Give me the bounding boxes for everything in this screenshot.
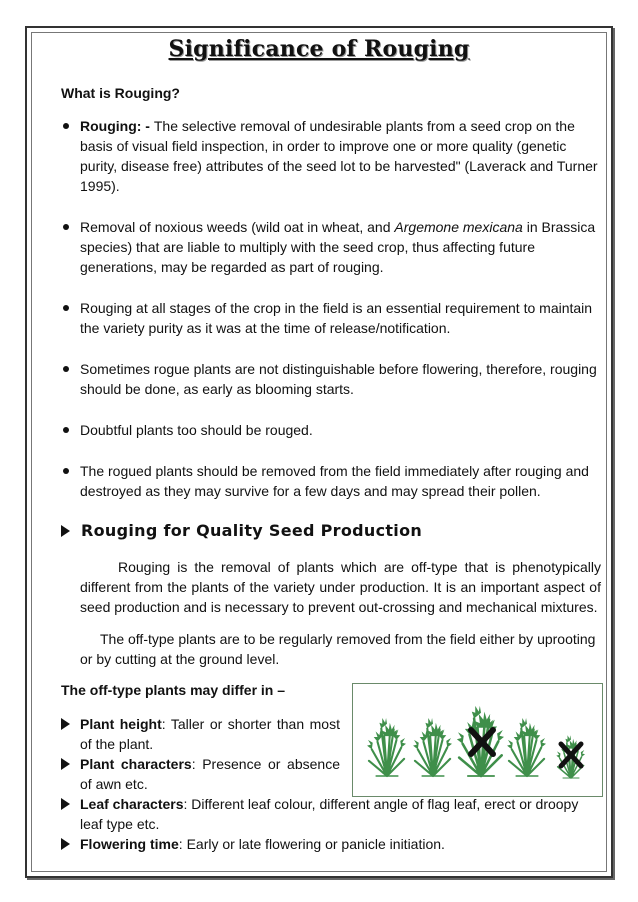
differ-list — [61, 714, 601, 854]
differ-heading: The off-type plants may differ in – — [61, 682, 286, 698]
bullet-text: Sometimes rogue plants are not distinguishable before flowering, therefore, rouging should be done, as early as blooming starts. — [80, 361, 597, 397]
question-heading: What is Rouging? — [61, 85, 180, 101]
bullet-icon — [63, 427, 69, 433]
differ-label: Plant characters — [80, 756, 192, 772]
rouging-bullet-list — [61, 116, 601, 522]
differ-item — [61, 794, 601, 834]
bullet-text-post: in Brassica species) that are liable to multiply with the seed crop, thus affecting future generations, may be regarded as part of rouging. — [80, 219, 596, 275]
differ-label: Leaf characters — [80, 796, 184, 812]
differ-item — [61, 754, 340, 794]
page-title: Significance of Rouging — [168, 36, 470, 62]
arrow-bullet-icon — [61, 798, 70, 810]
section-heading — [61, 521, 422, 540]
section-heading-text: Rouging for Quality Seed Production — [81, 521, 423, 540]
differ-text: : Presence or absence of awn etc. — [80, 756, 340, 792]
bullet-item — [61, 116, 601, 196]
bullet-text: The selective removal of undesirable plants from a seed crop on the basis of visual field inspection, in order to improve one or more quality (genetic purity, disease free) attributes of the seed lot to be harvested" (Laverack and Turner 1995). — [80, 118, 598, 194]
differ-label: Flowering time — [80, 836, 179, 852]
bullet-item — [61, 461, 601, 501]
differ-text: : Taller or shorter than most of the plant. — [80, 716, 340, 752]
differ-text: : Different leaf colour, different angle of flag leaf, erect or droopy leaf type etc. — [80, 796, 579, 832]
differ-text: : Early or late flowering or panicle initiation. — [178, 836, 445, 852]
bullet-text: Rouging at all stages of the crop in the field is an essential requirement to maintain the variety purity as it was at the time of release/notification. — [80, 300, 593, 336]
arrow-bullet-icon — [61, 838, 70, 850]
bullet-item — [61, 298, 601, 338]
bullet-item — [61, 359, 601, 399]
differ-item — [61, 714, 340, 754]
bullet-icon — [63, 224, 69, 230]
arrow-bullet-icon — [61, 718, 70, 730]
differ-item — [61, 834, 601, 854]
bullet-icon — [63, 123, 69, 129]
arrow-bullet-icon — [61, 758, 70, 770]
bullet-icon — [63, 366, 69, 372]
bullet-bold-label: Rouging: - — [80, 118, 154, 134]
rouging-paragraph: Rouging is the removal of plants which are off-type that is phenotypically different from the plants of the variety under production. It is an important aspect of seed production and is necessary to prevent out-crossing and mechanical mixtures. — [80, 559, 601, 615]
bullet-icon — [63, 305, 69, 311]
bullet-icon — [63, 468, 69, 474]
arrow-bullet-icon — [61, 525, 70, 537]
bullet-text: The rogued plants should be removed from the field immediately after rouging and destroyed as they may survive for a few days and may spread their pollen. — [80, 463, 589, 499]
bullet-text: Doubtful plants too should be rouged. — [80, 422, 313, 438]
bullet-item — [61, 217, 601, 277]
bullet-text-pre: Removal of noxious weeds (wild oat in wheat, and — [80, 219, 395, 235]
bullet-italic-species: Argemone mexicana — [394, 219, 523, 235]
bullet-item — [61, 420, 601, 440]
differ-label: Plant height — [80, 716, 162, 732]
offtype-paragraph: The off-type plants are to be regularly removed from the field either by uprooting or by cutting at the ground level. — [80, 631, 596, 667]
